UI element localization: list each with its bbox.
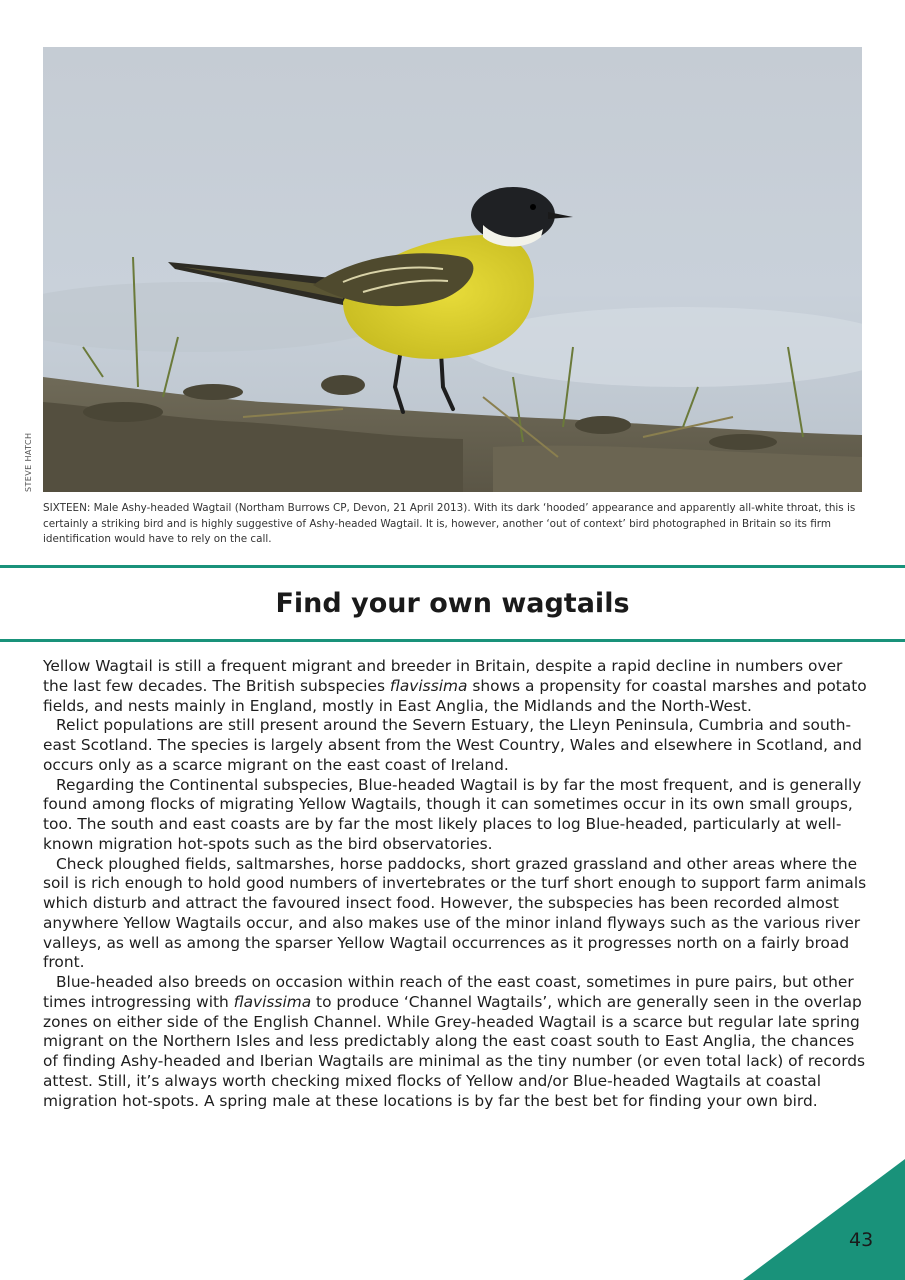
section-rule-bottom (0, 639, 905, 642)
species-name: flavissima (389, 676, 468, 695)
section-rule-top (0, 565, 905, 568)
wagtail-photo (43, 47, 862, 492)
species-name: flavissima (233, 992, 312, 1011)
corner-triangle (743, 1159, 905, 1280)
section-heading: Find your own wagtails (275, 588, 630, 619)
article-body (43, 657, 868, 1111)
photo-credit: STEVE HATCH (24, 432, 33, 492)
paragraph: Regarding the Continental subspecies, Blue-headed Wagtail is by far the most frequent, and is generally found among flocks of migrating Yellow Wagtails, though it can sometimes occur in its own small groups, too. The south and east coasts are by far the most likely places to log Blue-headed, particularly at well-known migration hot-spots such as the bird observatories. (43, 775, 862, 853)
photo-caption: SIXTEEN: Male Ashy-headed Wagtail (Northam Burrows CP, Devon, 21 April 2013). With its dark ‘hooded’ appearance and apparently all-white throat, this is certainly a striking bird and is highly suggestive of Ashy-headed Wagtail. It is, however, another ‘out of context’ bird photographed in Britain so its firm identification would have to rely on the call. (43, 502, 856, 545)
page-number: 43 (849, 1229, 874, 1251)
paragraph: Yellow Wagtail is still a frequent migrant and breeder in Britain, despite a rapid decline in numbers over the last few decades. The British subspecies flavissima shows a propensity for coastal marshes and potato fields, and nests mainly in England, mostly in East Anglia, the Midlands and the North-West. (43, 657, 867, 715)
paragraph: Check ploughed fields, saltmarshes, horse paddocks, short grazed grassland and other areas where the soil is rich enough to hold good numbers of invertebrates or the turf short enough to support farm animals which disturb and attract the favoured insect food. However, the subspecies has been recorded almost anywhere Yellow Wagtails occur, and also makes use of the minor inland flyways such as the various river valleys, as well as among the sparser Yellow Wagtail occurrences as it progresses north on a fairly broad front. (43, 854, 867, 972)
paragraph: Relict populations are still present around the Severn Estuary, the Lleyn Peninsula, Cumbria and south-east Scotland. The species is largely absent from the West Country, Wales and elsewhere in Scotland, and occurs only as a scarce migrant on the east coast of Ireland. (43, 716, 862, 774)
paragraph: Blue-headed also breeds on occasion within reach of the east coast, sometimes in pure pairs, but other times introgressing with flavissima to produce ‘Channel Wagtails’, which are generally seen in the overlap zones on either side of the English Channel. While Grey-headed Wagtail is a scarce but regular late spring migrant on the Northern Isles and less predictably along the east coast south to East Anglia, the chances of finding Ashy-headed and Iberian Wagtails are minimal as the tiny number (or even total lack) of records attest. Still, it’s always worth checking mixed flocks of Yellow and/or Blue-headed Wagtails at coastal migration hot-spots. A spring male at these locations is by far the best bet for finding your own bird. (43, 973, 866, 1110)
